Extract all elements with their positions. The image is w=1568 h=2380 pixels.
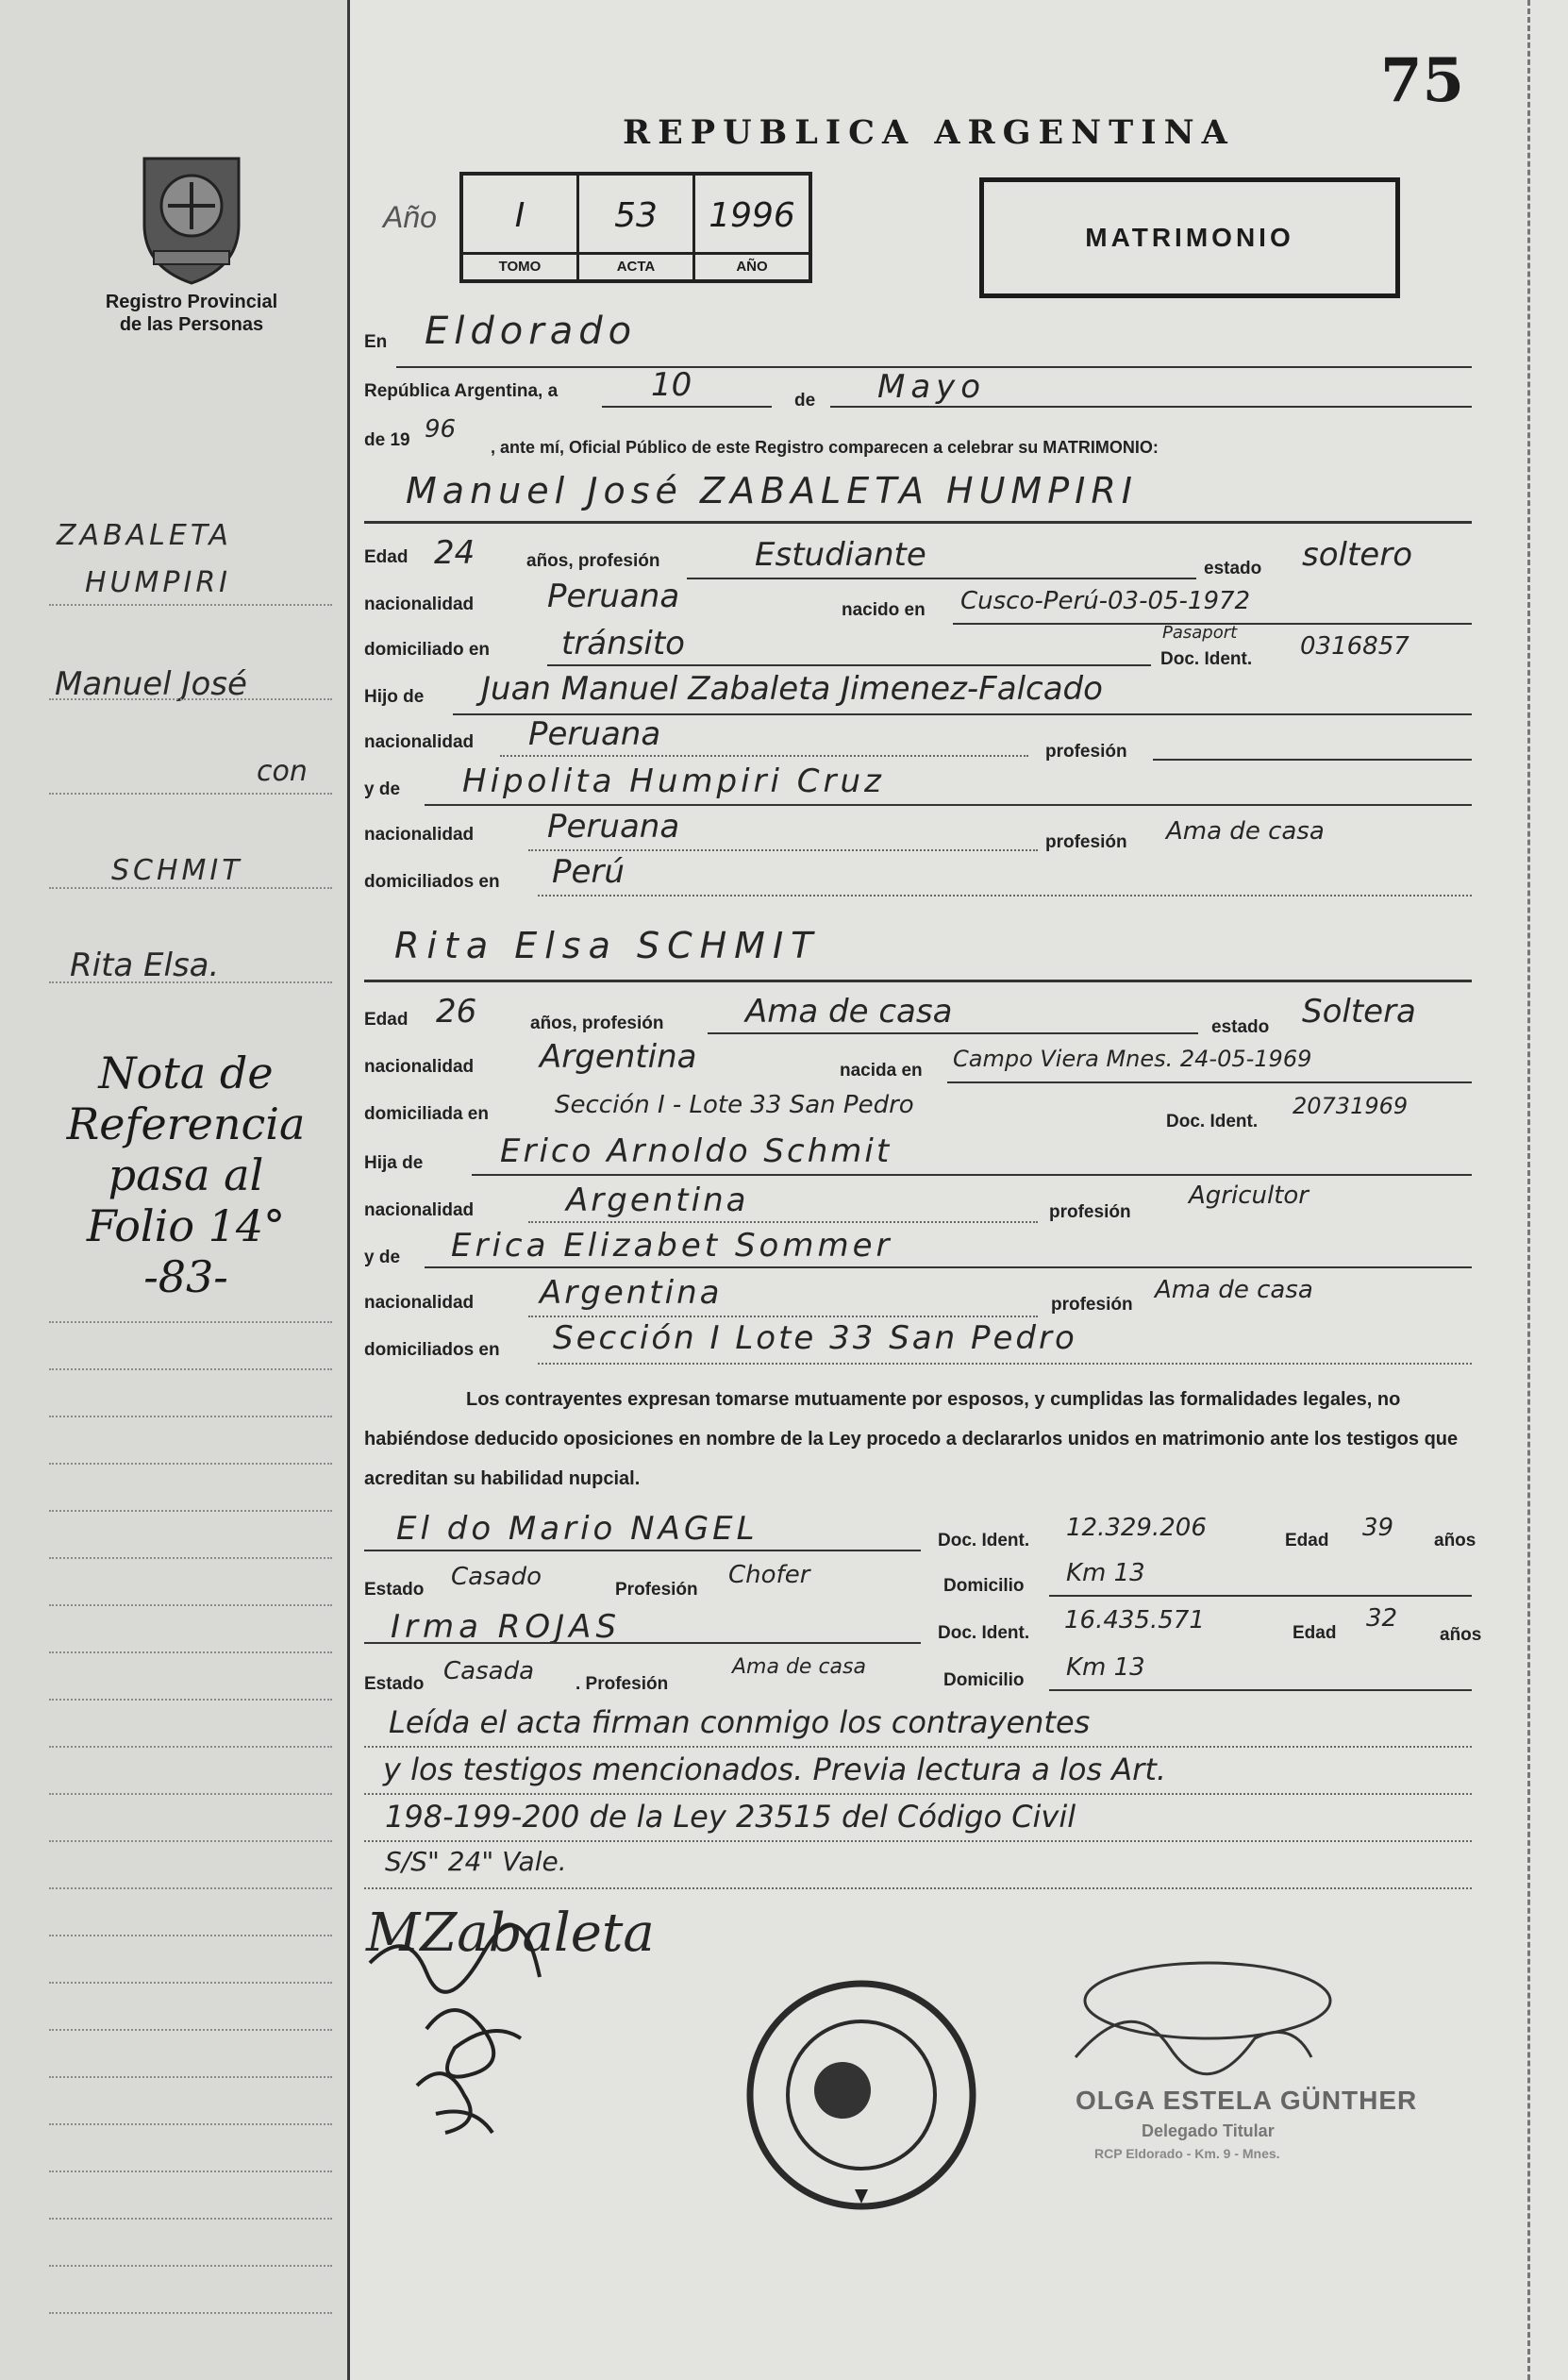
novio-padres-dom: Perú: [552, 853, 625, 891]
margin-rule: [49, 2218, 332, 2220]
novio-padre: Juan Manuel Zabaleta Jimenez-Falcado: [481, 670, 1103, 708]
novia-madre-prof: Ama de casa: [1155, 1276, 1313, 1304]
margin-rule: [49, 1557, 332, 1559]
margin-rule: [49, 1463, 332, 1465]
right-border-rule: [1527, 0, 1530, 2380]
anio-value: 1996: [709, 196, 795, 235]
reference-note-line: pasa al: [108, 1149, 264, 1200]
label-y-de: y de: [364, 779, 401, 799]
rule: [364, 1793, 1472, 1795]
groom-signature: MZabaleta: [366, 1902, 655, 1964]
margin-rule: [49, 1321, 332, 1323]
novio-dom: tránsito: [561, 625, 685, 662]
label-estado: Estado: [364, 1580, 425, 1600]
rule: [538, 895, 1472, 897]
rule: [1049, 1595, 1472, 1597]
registry-label: [74, 291, 309, 336]
novio-madre-nac: Peruana: [547, 808, 680, 846]
margin-rule: [49, 2029, 332, 2031]
rule: [947, 1081, 1472, 1083]
novia-nacida: Campo Viera Mnes. 24-05-1969: [953, 1046, 1312, 1072]
novia-name: Rita Elsa SCHMIT: [394, 925, 821, 966]
novio-nac: Peruana: [547, 578, 680, 615]
country-title: REPUBLICA ARGENTINA: [623, 113, 1235, 152]
novio-name: Manuel José ZABALETA HUMPIRI: [406, 470, 1138, 511]
novia-prof: Ama de casa: [745, 993, 953, 1031]
novia-padres-dom: Sección I Lote 33 San Pedro: [553, 1319, 1077, 1357]
novio-doc: 0316857: [1300, 632, 1410, 661]
label-nacionalidad: nacionalidad: [364, 1293, 475, 1313]
reference-note: [49, 1048, 323, 1302]
novia-madre: Erica Elizabet Sommer: [451, 1227, 893, 1265]
label-nacida-en: nacida en: [840, 1061, 923, 1081]
label-nacionalidad: nacionalidad: [364, 1057, 475, 1077]
acta-label: ACTA: [579, 252, 692, 279]
label-nacionalidad: nacionalidad: [364, 825, 475, 845]
margin-rule: [49, 604, 332, 606]
witness2-prof: Ama de casa: [732, 1655, 866, 1679]
novia-dom: Sección I - Lote 33 San Pedro: [555, 1091, 914, 1119]
margin-given-name: Manuel José: [55, 665, 247, 703]
reference-note-line: -83-: [143, 1251, 228, 1302]
acta-cell: [579, 176, 695, 279]
label-edad: Edad: [364, 1010, 409, 1030]
anio-label: AÑO: [695, 252, 809, 279]
witness1-prof: Chofer: [728, 1561, 810, 1589]
rule: [708, 1032, 1198, 1034]
witness1-doc: 12.329.206: [1066, 1514, 1207, 1542]
rule: [547, 664, 1151, 666]
margin-rule: [49, 1982, 332, 1984]
witness1-domicilio: Km 13: [1066, 1559, 1145, 1587]
registry-label-line2: de las Personas: [119, 314, 264, 335]
label-anos-prof: años, profesión: [526, 551, 660, 571]
label-domicilio: Domicilio: [943, 1670, 1025, 1690]
novio-estado: soltero: [1302, 536, 1412, 574]
witness2-edad: 32: [1366, 1604, 1398, 1633]
margin-rule: [49, 1510, 332, 1512]
label-edad: Edad: [364, 547, 409, 567]
label-nacionalidad: nacionalidad: [364, 1200, 475, 1220]
margin-rule: [49, 793, 332, 795]
label-doc-ident: Doc. Ident.: [938, 1531, 1030, 1550]
margin-con: con: [257, 755, 308, 788]
label-nacionalidad: nacionalidad: [364, 732, 475, 752]
novia-estado: Soltera: [1302, 993, 1416, 1031]
margin-surname2: HUMPIRI: [85, 566, 232, 599]
rule: [364, 1550, 921, 1551]
lugar-value: Eldorado: [425, 310, 638, 353]
registry-crest-icon: [130, 149, 253, 286]
rule: [528, 1221, 1038, 1223]
official-seal-icon: [743, 1977, 979, 2213]
signatures-scribble-icon: [351, 1887, 672, 2170]
rule: [1153, 759, 1472, 761]
novia-padre: Erico Arnoldo Schmit: [500, 1132, 892, 1170]
novia-nac: Argentina: [540, 1038, 697, 1076]
margin-rule: [49, 698, 332, 700]
official-office: RCP Eldorado - Km. 9 - Mnes.: [1094, 2146, 1280, 2161]
label-domicilio: Domicilio: [943, 1576, 1025, 1596]
novio-prof: Estudiante: [755, 536, 926, 574]
margin-rule: [49, 1604, 332, 1606]
label-estado: estado: [1211, 1017, 1270, 1037]
label-anos: años: [1434, 1531, 1476, 1550]
official-signature-icon: [1019, 1953, 1359, 2086]
rule: [1049, 1689, 1472, 1691]
rule: [364, 1746, 1472, 1748]
novio-madre-prof: Ama de casa: [1166, 817, 1325, 846]
witness2-domicilio: Km 13: [1066, 1653, 1145, 1682]
declaration-text: Los contrayentes expresan tomarse mutuamente por esposos, y cumplidas las formalidades legales, no habiéndose deducido oposiciones en nombre de la Ley procedo a declararlos unidos en matrimonio ante los testigos que acreditan su habilidad nupcial.: [364, 1389, 1459, 1489]
closing-line1: Leída el acta firman conmigo los contrayentes: [389, 1704, 1091, 1740]
label-profesion: Profesión: [615, 1580, 698, 1600]
witness2-name: Irma ROJAS: [391, 1608, 622, 1646]
novia-doc: 20731969: [1293, 1093, 1409, 1119]
label-domiciliados: domiciliados en: [364, 1340, 500, 1360]
label-profesion: profesión: [1045, 742, 1127, 762]
acta-value: 53: [614, 196, 658, 235]
dia-value: 10: [651, 366, 692, 404]
label-domiciliada: domiciliada en: [364, 1104, 489, 1124]
ano-mark: Año: [383, 200, 437, 234]
label-domiciliado: domiciliado en: [364, 640, 491, 660]
label-republica: República Argentina, a: [364, 381, 559, 401]
label-edad: Edad: [1285, 1531, 1329, 1550]
label-estado: estado: [1204, 559, 1262, 578]
acta-reference-table: [459, 172, 812, 283]
label-nacido-en: nacido en: [842, 600, 926, 620]
novia-padre-nac: Argentina: [566, 1182, 749, 1219]
margin-rule: [49, 1935, 332, 1936]
label-estado: Estado: [364, 1674, 425, 1694]
witness2-doc: 16.435.571: [1064, 1606, 1205, 1634]
reference-note-line: Folio 14°: [86, 1200, 286, 1251]
left-margin-column: [0, 0, 350, 2380]
margin-rule: [49, 887, 332, 889]
tomo-label: TOMO: [463, 252, 576, 279]
novio-edad: 24: [434, 534, 475, 572]
label-anos: años: [1440, 1625, 1482, 1645]
label-domiciliados: domiciliados en: [364, 872, 500, 892]
closing-line3: 198-199-200 de la Ley 23515 del Código Civil: [385, 1799, 1076, 1835]
official-title: Delegado Titular: [1142, 2121, 1275, 2140]
rule: [425, 1266, 1472, 1268]
label-ante: , ante mí, Oficial Público de este Registro comparecen a celebrar su MATRIMONIO:: [491, 438, 1159, 457]
rule: [538, 1363, 1472, 1365]
margin-rule: [49, 1840, 332, 1842]
rule: [364, 980, 1472, 982]
label-profesion: profesión: [1045, 832, 1127, 852]
closing-line2: y los testigos mencionados. Previa lectura a los Art.: [383, 1751, 1167, 1787]
margin-rule: [49, 2265, 332, 2267]
label-nacionalidad: nacionalidad: [364, 595, 475, 614]
anio-cell: [695, 176, 809, 279]
rule: [364, 1642, 921, 1644]
document-type-box: MATRIMONIO: [979, 177, 1400, 298]
margin-rule: [49, 2312, 332, 2314]
margin-rule: [49, 2170, 332, 2172]
rule: [364, 521, 1472, 524]
label-doc-ident: Doc. Ident.: [938, 1623, 1030, 1643]
margin-surname3: SCHMIT: [111, 854, 243, 887]
margin-surname1: ZABALETA: [57, 519, 232, 552]
rule: [364, 1840, 1472, 1842]
label-hija-de: Hija de: [364, 1153, 424, 1173]
tomo-value: I: [514, 196, 525, 235]
label-y-de: y de: [364, 1248, 401, 1267]
margin-rule: [49, 1887, 332, 1889]
mes-value: Mayo: [877, 368, 987, 406]
witness1-estado: Casado: [451, 1563, 542, 1591]
novio-nacido: Cusco-Perú-03-05-1972: [960, 587, 1251, 615]
rule: [602, 406, 772, 408]
label-edad: Edad: [1293, 1623, 1337, 1643]
closing-line4: S/S" 24" Vale.: [385, 1846, 567, 1877]
margin-rule: [49, 1651, 332, 1653]
reference-note-line: Referencia: [66, 1098, 306, 1149]
rule: [830, 406, 1472, 408]
witness1-edad: 39: [1362, 1514, 1394, 1542]
rule: [472, 1174, 1472, 1176]
label-profesion: . Profesión: [575, 1674, 669, 1694]
reference-note-line: Nota de: [98, 1048, 274, 1098]
label-doc-ident: Doc. Ident.: [1160, 649, 1253, 669]
anio-field: 96: [425, 415, 457, 444]
label-anos-prof: años, profesión: [530, 1014, 664, 1033]
label-profesion: profesión: [1049, 1202, 1131, 1222]
margin-rule: [49, 1368, 332, 1370]
rule: [500, 755, 1028, 757]
label-en: En: [364, 332, 388, 352]
rule: [425, 804, 1472, 806]
margin-rule: [49, 1416, 332, 1417]
margin-rule: [49, 2123, 332, 2125]
margin-given-name2: Rita Elsa.: [70, 947, 220, 984]
registry-label-line1: Registro Provincial: [105, 292, 278, 312]
novio-doc-note: Pasaport: [1162, 623, 1238, 643]
rule: [528, 849, 1038, 851]
margin-rule: [49, 1699, 332, 1701]
official-name: OLGA ESTELA GÜNTHER: [1076, 2086, 1418, 2115]
witness2-estado: Casada: [443, 1657, 535, 1685]
novia-padre-prof: Agricultor: [1189, 1182, 1309, 1210]
label-doc-ident: Doc. Ident.: [1166, 1112, 1259, 1131]
label-profesion: profesión: [1051, 1295, 1133, 1315]
novia-madre-nac: Argentina: [540, 1274, 723, 1312]
margin-rule: [49, 981, 332, 983]
novia-edad: 26: [436, 993, 477, 1031]
label-de19: de 19: [364, 430, 410, 450]
label-hijo-de: Hijo de: [364, 687, 425, 707]
novio-madre: Hipolita Humpiri Cruz: [462, 763, 885, 800]
witness1-name: El do Mario NAGEL: [396, 1510, 759, 1548]
rule: [687, 578, 1196, 579]
margin-rule: [49, 1793, 332, 1795]
label-de: de: [794, 391, 816, 411]
novio-padre-nac: Peruana: [528, 715, 661, 753]
rule: [528, 1316, 1038, 1317]
page-number: 75: [1379, 45, 1464, 116]
tomo-cell: [463, 176, 579, 279]
margin-rule: [49, 1746, 332, 1748]
margin-rule: [49, 2076, 332, 2078]
